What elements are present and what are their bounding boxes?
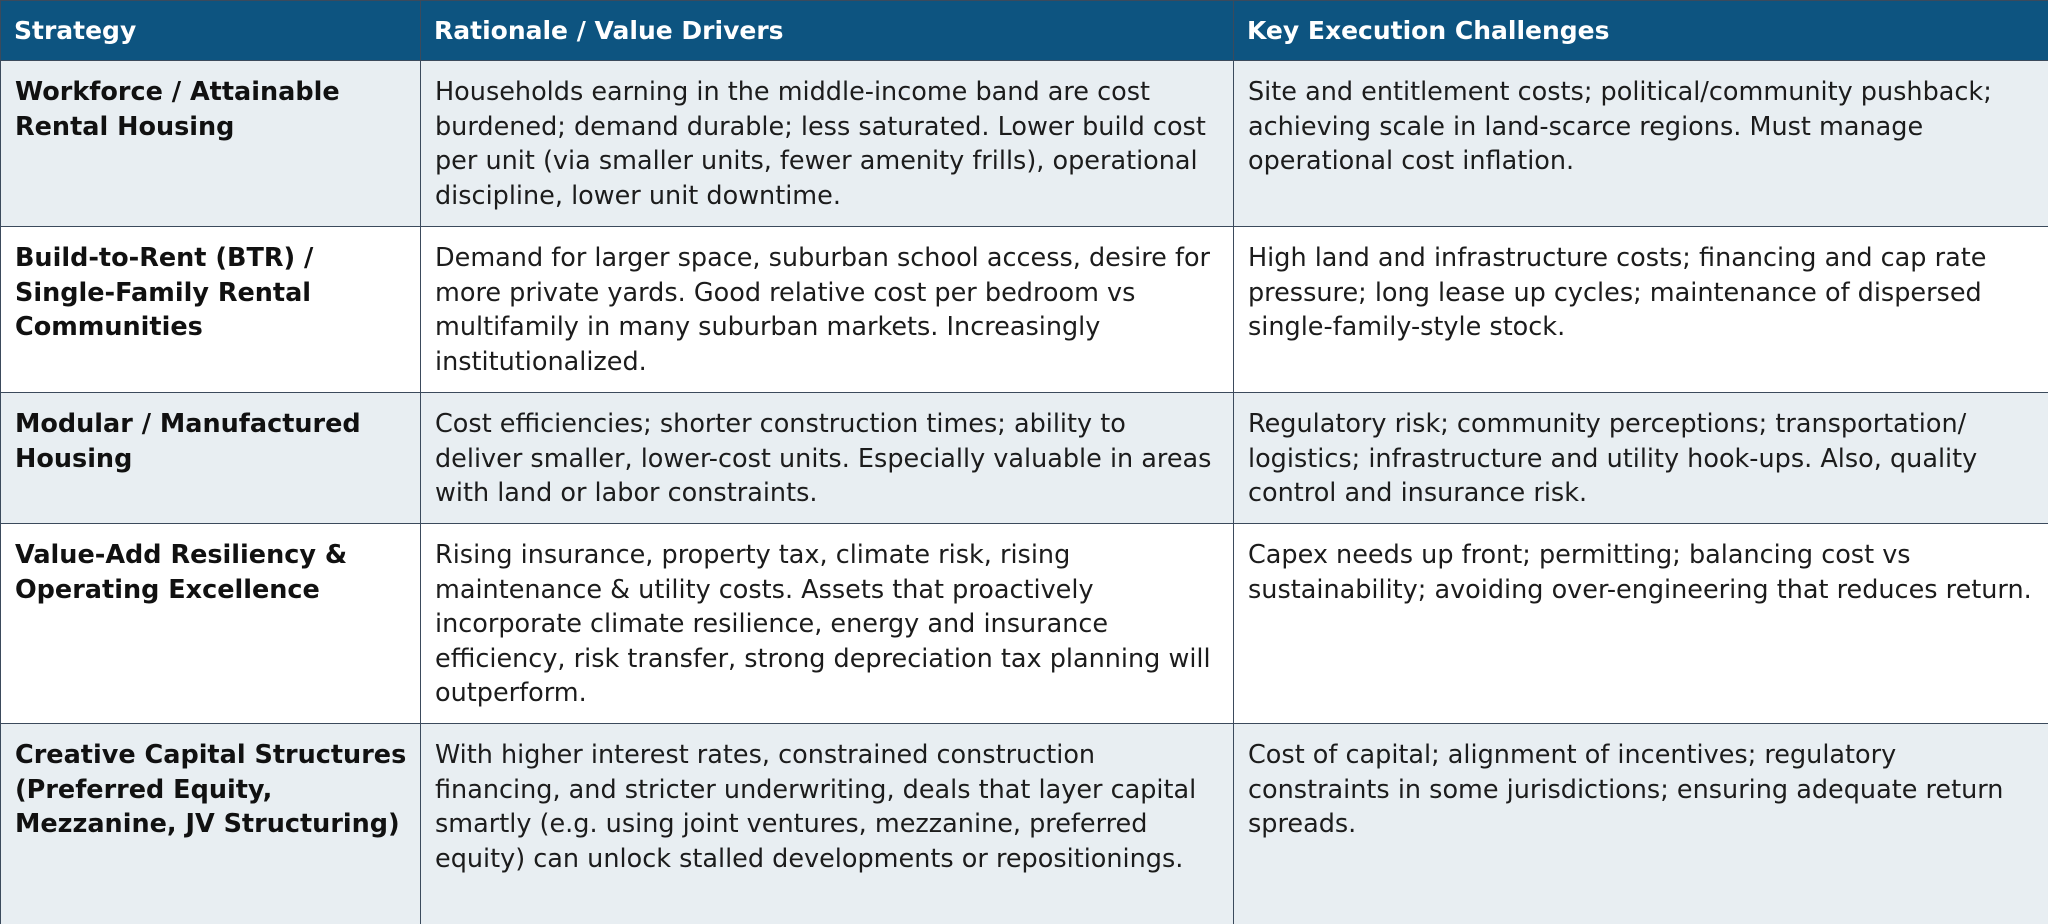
strategy-cell: Build-to-Rent (BTR) / Single-Family Rental Communities — [1, 227, 421, 393]
table-row — [1, 227, 2048, 393]
header-challenges: Key Execution Challenges — [1234, 1, 2048, 61]
strategy-cell: Creative Capital Structures (Preferred Equity, Mezzanine, JV Structuring) — [1, 724, 421, 924]
challenges-cell: Capex needs up front; permitting; balancing cost vs sustainability; avoiding over-engineering that reduces return. — [1234, 524, 2048, 724]
strategy-cell: Modular / Manufactured Housing — [1, 393, 421, 524]
rationale-cell: Demand for larger space, suburban school access, desire for more private yards. Good relative cost per bedroom vs multifamily in many suburban markets. Increasingly institutionalized. — [421, 227, 1234, 393]
strategy-cell: Value-Add Resiliency & Operating Excellence — [1, 524, 421, 724]
rationale-cell: Rising insurance, property tax, climate risk, rising maintenance & utility costs. Assets that proactively incorporate climate resilience, energy and insurance efficiency, risk transfer, strong depreciation tax planning will outperform. — [421, 524, 1234, 724]
challenges-cell: Regulatory risk; community perceptions; transportation/ logistics; infrastructure and utility hook-ups. Also, quality control and insurance risk. — [1234, 393, 2048, 524]
header-row — [1, 1, 2048, 61]
table-row — [1, 724, 2048, 924]
header-rationale: Rationale / Value Drivers — [421, 1, 1234, 61]
header-strategy: Strategy — [1, 1, 421, 61]
table-body — [1, 61, 2048, 924]
table-header — [1, 1, 2048, 61]
table-row — [1, 524, 2048, 724]
strategy-cell: Workforce / Attainable Rental Housing — [1, 61, 421, 227]
challenges-cell: Cost of capital; alignment of incentives; regulatory constraints in some jurisdictions; ensuring adequate return spreads. — [1234, 724, 2048, 924]
rationale-cell: Cost efficiencies; shorter construction times; ability to deliver smaller, lower-cost units. Especially valuable in areas with land or labor constraints. — [421, 393, 1234, 524]
challenges-cell: Site and entitlement costs; political/community pushback; achieving scale in land-scarce regions. Must manage operational cost inflation. — [1234, 61, 2048, 227]
table-row — [1, 61, 2048, 227]
rationale-cell: Households earning in the middle-income band are cost burdened; demand durable; less saturated. Lower build cost per unit (via smaller units, fewer amenity frills), operational discipline, lower unit downtime. — [421, 61, 1234, 227]
table-row — [1, 393, 2048, 524]
challenges-cell: High land and infrastructure costs; financing and cap rate pressure; long lease up cycles; maintenance of dispersed single-family-style stock. — [1234, 227, 2048, 393]
rationale-cell: With higher interest rates, constrained construction financing, and stricter underwriting, deals that layer capital smartly (e.g. using joint ventures, mezzanine, preferred equity) can unlock stalled developments or repositionings. — [421, 724, 1234, 924]
